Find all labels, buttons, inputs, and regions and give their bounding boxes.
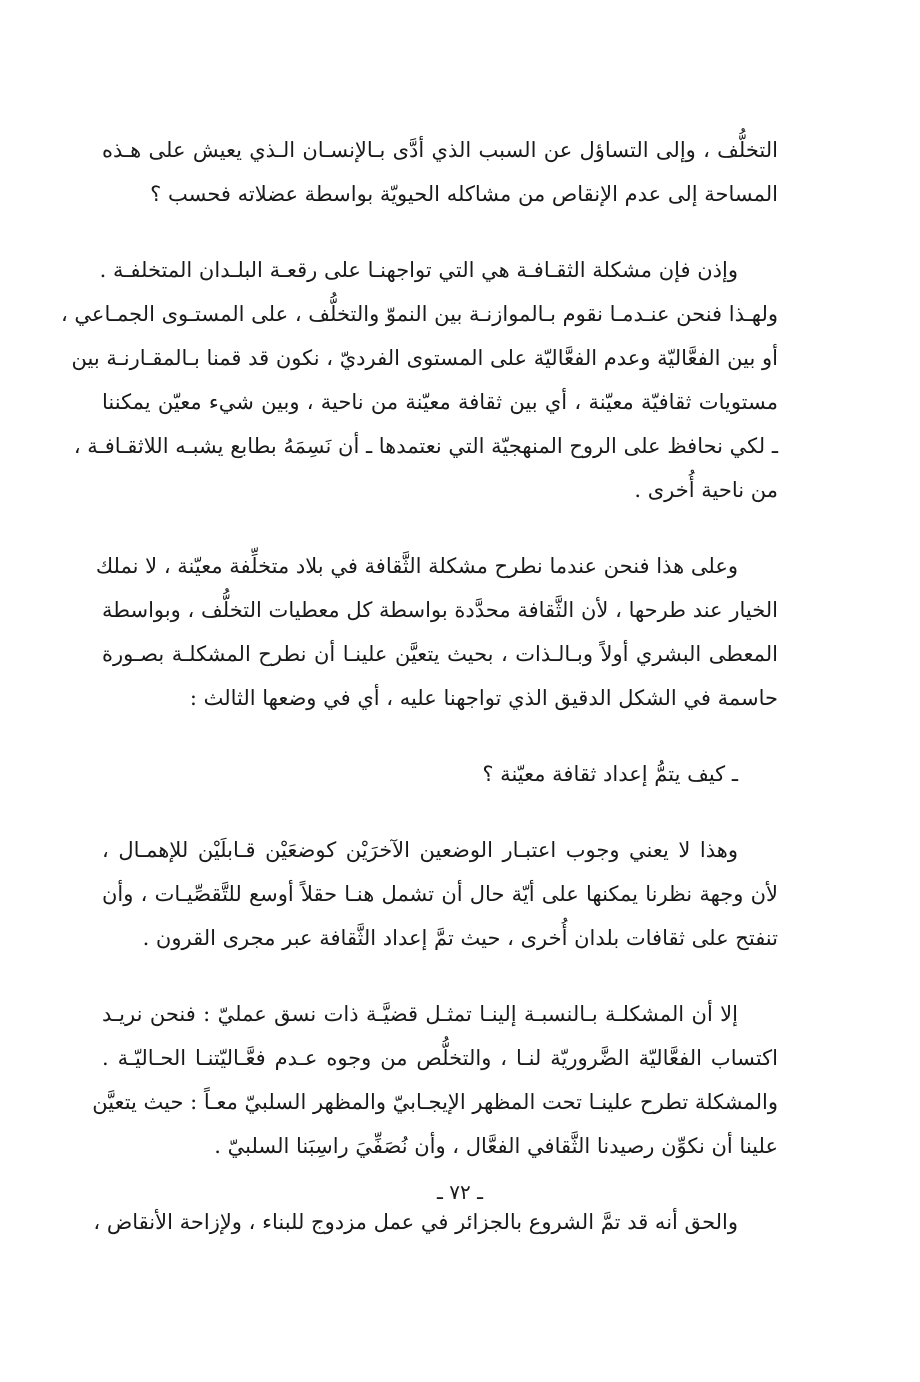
body-text bbox=[60, 128, 778, 1276]
paragraph-6 bbox=[92, 992, 778, 1168]
text-line: لأن وجهة نظرنا يمكنها على أيّة حال أن تشمل هنـا حقلاً أوسع للتَّقصِّيـات ، وأن bbox=[102, 882, 778, 906]
paragraph-1 bbox=[102, 128, 778, 216]
text-line: اكتساب الفعَّاليّة الضَّروريّة لنـا ، والتخلُّص من وجوه عـدم فعَّـاليّتنـا الحـاليّـة . bbox=[102, 1046, 778, 1070]
text-line: المعطى البشري أولاً وبـالـذات ، بحيث يتعيَّن علينـا أن نطرح المشكلـة بصـورة bbox=[102, 642, 778, 666]
text-line: ـ لكي نحافظ على الروح المنهجيّة التي نعتمدها ـ أن نَسِمَهُ بطابع يشبـه اللاثقـافـة ، bbox=[73, 434, 778, 458]
paragraph-4 bbox=[102, 752, 778, 796]
text-line: وهذا لا يعني وجوب اعتبـار الوضعين الآخرَيْن كوضعَيْن قـابلَيْن للإهمـال ، bbox=[102, 838, 738, 862]
text-line: التخلُّف ، وإلى التساؤل عن السبب الذي أدَّى بـالإنسـان الـذي يعيش على هـذه bbox=[102, 138, 778, 162]
text-line: وعلى هذا فنحن عندما نطرح مشكلة الثَّقافة في بلاد متخلِّفة معيّنة ، لا نملك bbox=[95, 554, 738, 578]
page-number: ـ ٧٢ ـ bbox=[437, 1180, 483, 1204]
text-line: إلا أن المشكلـة بـالنسبـة إلينـا تمثـل قضيَّـة ذات نسق عمليّ : فنحن نريـد bbox=[102, 1002, 738, 1026]
text-line: المساحة إلى عدم الإنقاص من مشاكله الحيويّة بواسطة عضلاته فحسب ؟ bbox=[150, 182, 778, 206]
text-line: من ناحية أُخرى . bbox=[634, 478, 778, 502]
paragraph-2 bbox=[60, 248, 778, 512]
text-line: تنفتح على ثقافات بلدان أُخرى ، حيث تمَّ إعداد الثَّقافة عبر مجرى القرون . bbox=[142, 926, 778, 950]
text-line: علينا أن نكوِّن رصيدنا الثَّقافي الفعَّال ، وأن نُصَفِّيَ راسِبَنا السلبيّ . bbox=[214, 1134, 778, 1158]
paragraph-7 bbox=[93, 1200, 778, 1244]
text-line: وإذن فإن مشكلة الثقـافـة هي التي تواجهنـا على رقعـة البلـدان المتخلفـة . bbox=[99, 258, 738, 282]
paragraph-5 bbox=[102, 828, 778, 960]
paragraph-3 bbox=[95, 544, 778, 720]
text-line: حاسمة في الشكل الدقيق الذي تواجهنا عليه ، أي في وضعها الثالث : bbox=[189, 686, 778, 710]
text-line: أو بين الفعَّاليّة وعدم الفعَّاليّة على المستوى الفرديّ ، نكون قد قمنا بـالمقـارنـة بين bbox=[71, 346, 778, 370]
text-line: ولهـذا فنحن عنـدمـا نقوم بـالموازنـة بين النموّ والتخلُّف ، على المستـوى الجمـاعي ، bbox=[60, 302, 778, 326]
text-line: الخيار عند طرحها ، لأن الثَّقافة محدَّدة بواسطة كل معطيات التخلُّف ، وبواسطة bbox=[102, 598, 778, 622]
text-line: مستويات ثقافيّة معيّنة ، أي بين ثقافة معيّنة من ناحية ، وبين شيء معيّن يمكننا bbox=[102, 390, 778, 414]
text-line: والمشكلة تطرح علينـا تحت المظهر الإيجـابيّ والمظهر السلبيّ معـاً : حيث يتعيَّن bbox=[92, 1090, 778, 1114]
text-line: ـ كيف يتمُّ إعداد ثقافة معيّنة ؟ bbox=[482, 762, 738, 786]
text-line: والحق أنه قد تمَّ الشروع بالجزائر في عمل مزدوج للبناء ، ولإزاحة الأنقاض ، bbox=[93, 1210, 738, 1234]
